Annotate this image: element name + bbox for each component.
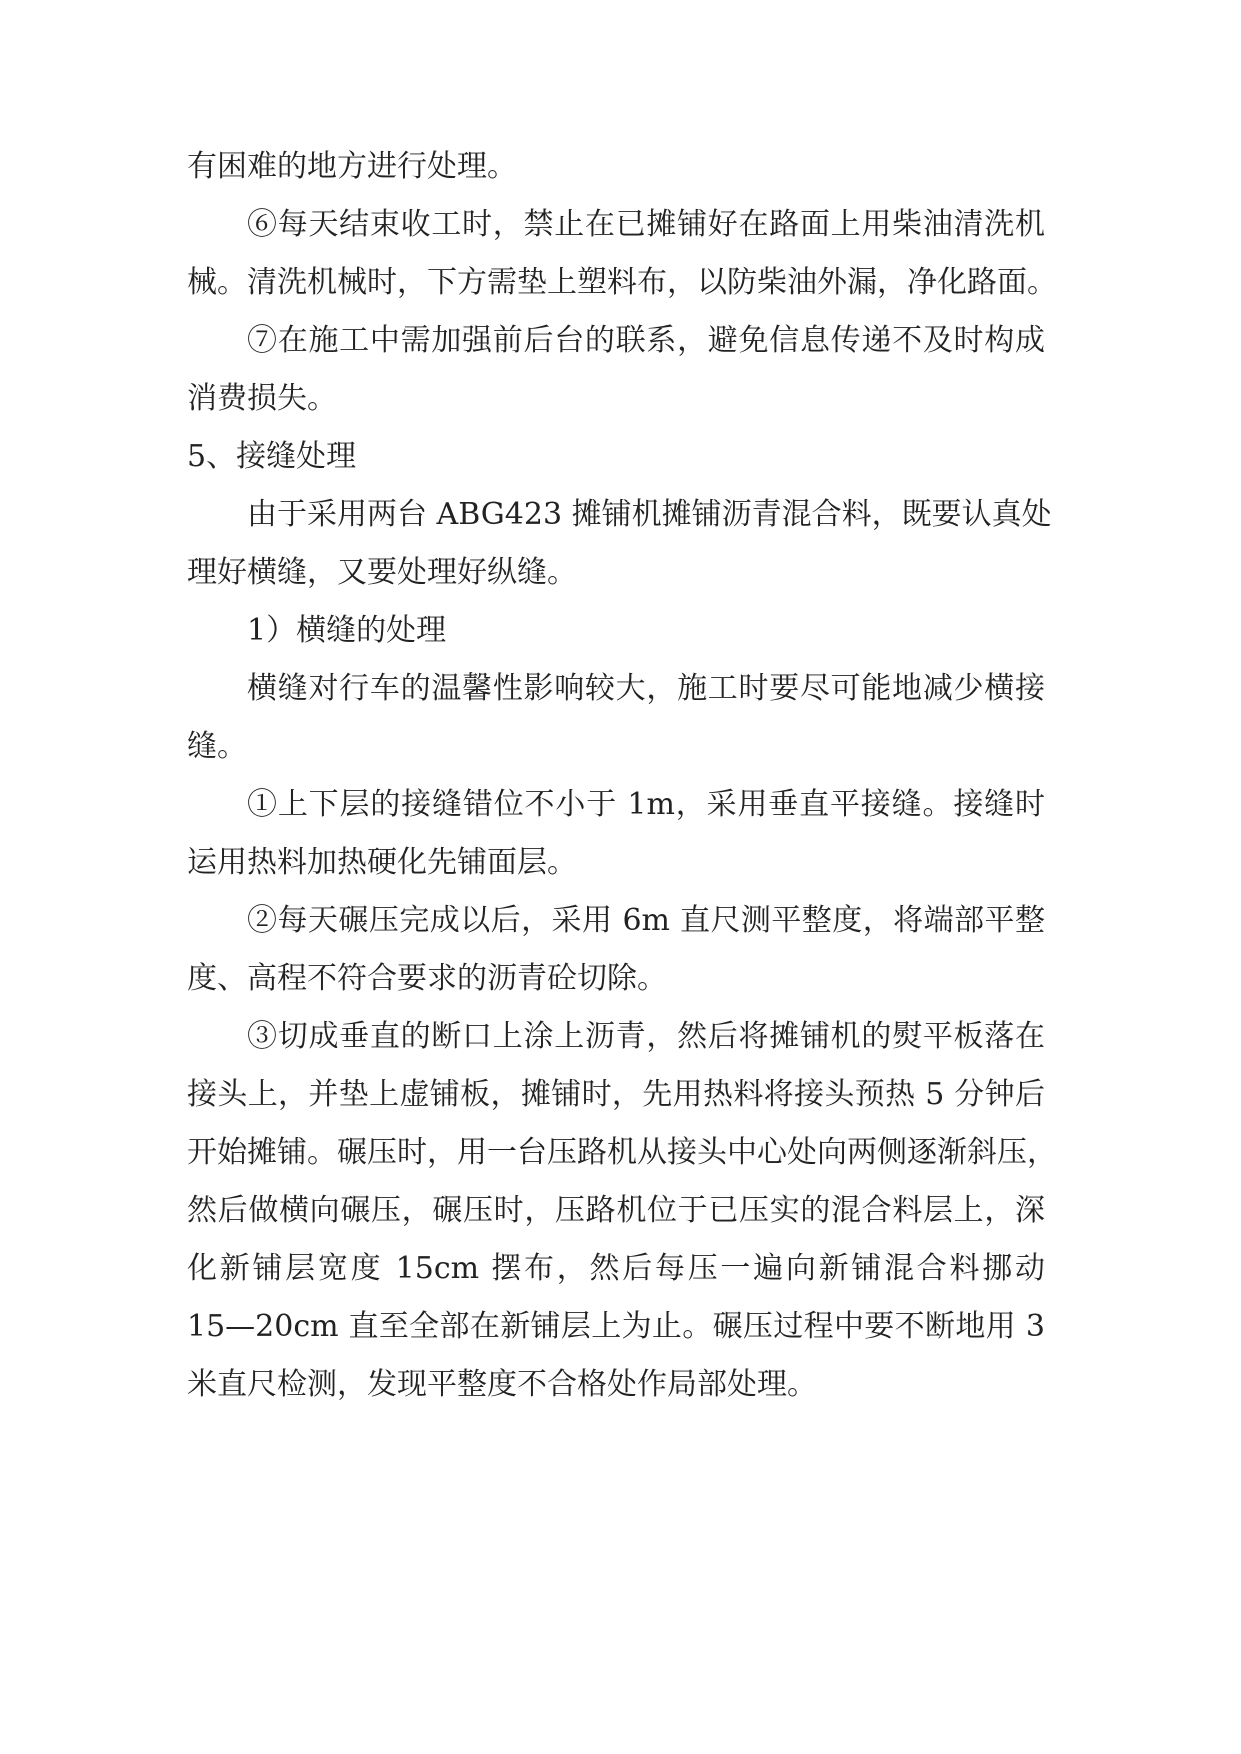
subsection-heading: 1）横缝的处理 bbox=[247, 613, 447, 648]
text-line: 接头上，并垫上虚铺板，摊铺时，先用热料将接头预热 5 分钟后 bbox=[187, 1077, 1045, 1112]
text-line: 运用热料加热硬化先铺面层。 bbox=[187, 845, 577, 880]
text-line: ②每天碾压完成以后，采用 6m 直尺测平整度，将端部平整 bbox=[247, 903, 1045, 938]
text-line: ③切成垂直的断口上涂上沥青，然后将摊铺机的熨平板落在 bbox=[247, 1019, 1045, 1054]
text-line: 缝。 bbox=[187, 729, 247, 764]
text-line: ⑦在施工中需加强前后台的联系，避免信息传递不及时构成 bbox=[247, 323, 1045, 358]
text-line: 度、高程不符合要求的沥青砼切除。 bbox=[187, 961, 667, 996]
text-line: 米直尺检测，发现平整度不合格处作局部处理。 bbox=[187, 1367, 817, 1402]
text-line: 化新铺层宽度 15cm 摆布，然后每压一遍向新铺混合料挪动 bbox=[187, 1251, 1045, 1286]
text-line: ⑥每天结束收工时，禁止在已摊铺好在路面上用柴油清洗机 bbox=[247, 207, 1045, 242]
text-line: 横缝对行车的温馨性影响较大，施工时要尽可能地减少横接 bbox=[247, 671, 1045, 706]
text-line: ①上下层的接缝错位不小于 1m，采用垂直平接缝。接缝时 bbox=[247, 787, 1045, 822]
text-line: 有困难的地方进行处理。 bbox=[187, 149, 517, 184]
section-heading: 5、接缝处理 bbox=[187, 439, 357, 474]
text-line: 械。清洗机械时，下方需垫上塑料布，以防柴油外漏，净化路面。 bbox=[187, 265, 1057, 300]
text-line: 理好横缝，又要处理好纵缝。 bbox=[187, 555, 577, 590]
text-line: 然后做横向碾压，碾压时，压路机位于已压实的混合料层上，深 bbox=[187, 1193, 1045, 1228]
text-line: 开始摊铺。碾压时，用一台压路机从接头中心处向两侧逐渐斜压， bbox=[187, 1135, 1057, 1170]
text-line: 15—20cm 直至全部在新铺层上为止。碾压过程中要不断地用 3 bbox=[187, 1309, 1045, 1344]
text-line: 由于采用两台 ABG423 摊铺机摊铺沥青混合料，既要认真处 bbox=[247, 497, 1052, 532]
text-line: 消费损失。 bbox=[187, 381, 337, 416]
